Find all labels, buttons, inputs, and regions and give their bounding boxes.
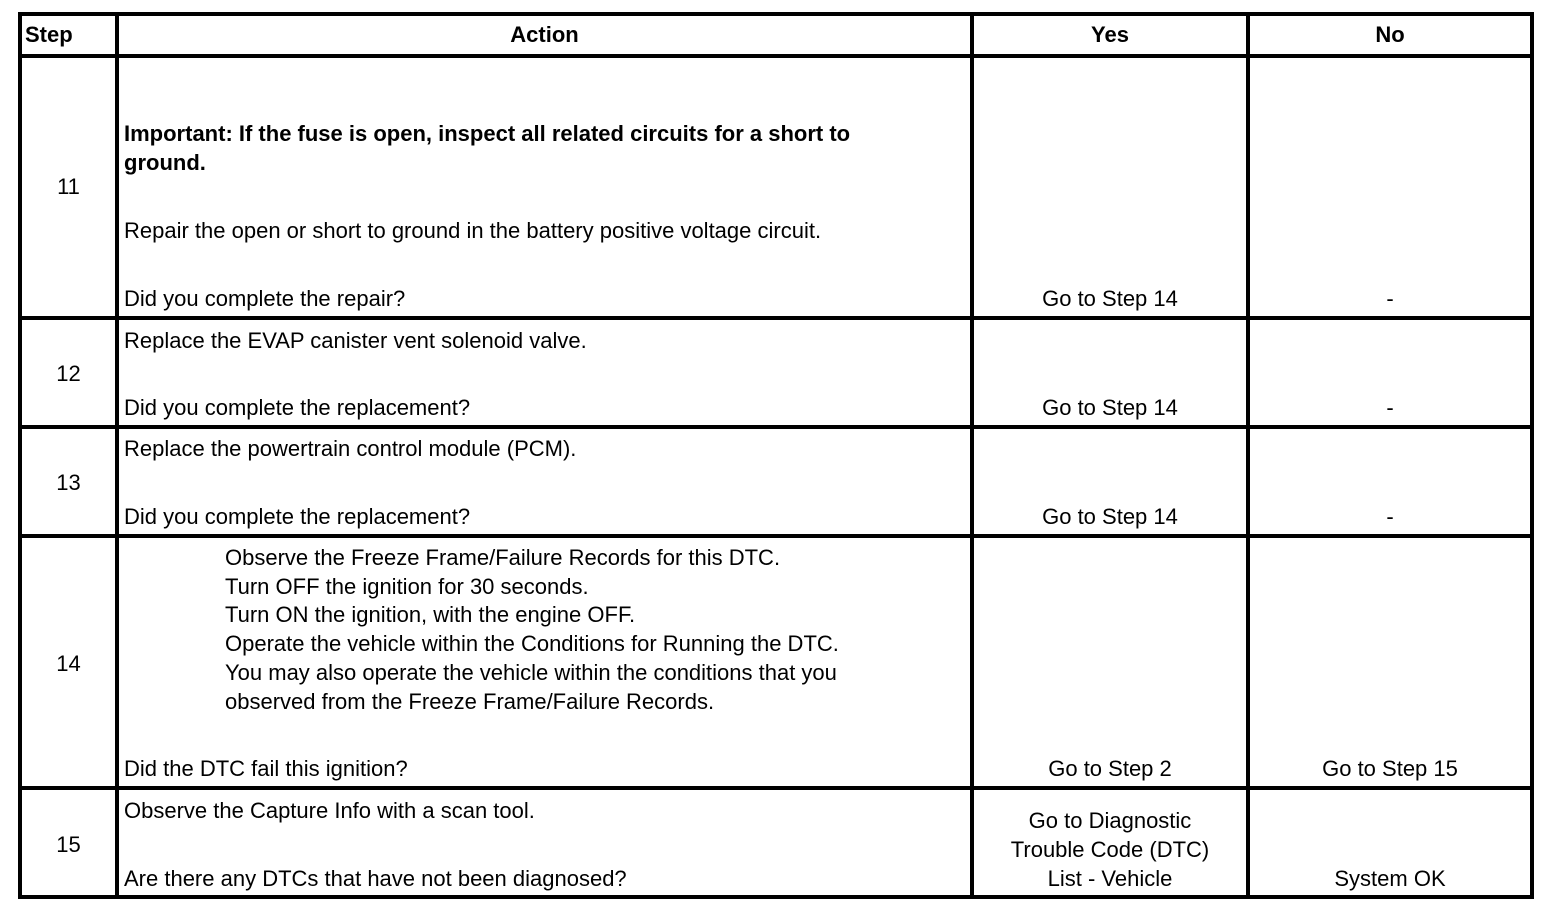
action-list-item: Turn ON the ignition, with the engine OFF. (225, 602, 636, 627)
no-result: - (1386, 286, 1394, 311)
action-list-item: Turn OFF the ignition for 30 seconds. (225, 574, 589, 599)
rule-top (18, 12, 1534, 16)
header-step: Step (25, 22, 73, 47)
step-number: 13 (56, 470, 81, 495)
step-number: 15 (56, 832, 81, 857)
yes-result: List - Vehicle (1047, 866, 1173, 891)
no-result: System OK (1334, 866, 1446, 891)
header-action: Action (510, 22, 579, 47)
rule-step-action (115, 12, 119, 899)
step-number: 12 (56, 361, 81, 386)
header-yes: Yes (1091, 22, 1129, 47)
action-question: Did you complete the repair? (124, 286, 406, 311)
rule-row11-bottom (18, 316, 1534, 320)
action-list-item: Operate the vehicle within the Conditions for Running the DTC. (225, 631, 839, 656)
rule-row13-bottom (18, 534, 1534, 538)
no-result: - (1386, 504, 1394, 529)
action-instruction: Observe the Capture Info with a scan tool. (124, 798, 535, 823)
header-no: No (1375, 22, 1405, 47)
rule-row12-bottom (18, 425, 1534, 429)
action-question: Did you complete the replacement? (124, 395, 471, 420)
action-question: Did the DTC fail this ignition? (124, 756, 408, 781)
rule-left (18, 12, 22, 899)
action-list-item: You may also operate the vehicle within the conditions that you (225, 660, 837, 685)
action-list-item: observed from the Freeze Frame/Failure Records. (225, 689, 715, 714)
no-result: Go to Step 15 (1322, 756, 1458, 781)
rule-row14-bottom (18, 786, 1534, 790)
important-note-cont: ground. (124, 150, 206, 175)
yes-result: Go to Step 2 (1048, 756, 1172, 781)
action-instruction: Repair the open or short to ground in the battery positive voltage circuit. (124, 218, 822, 243)
action-instruction: Replace the EVAP canister vent solenoid valve. (124, 328, 587, 353)
yes-result: Go to Step 14 (1042, 504, 1178, 529)
yes-result: Go to Step 14 (1042, 286, 1178, 311)
rule-right (1530, 12, 1534, 899)
yes-result: Trouble Code (DTC) (1010, 837, 1210, 862)
no-result: - (1386, 395, 1394, 420)
step-number: 14 (56, 651, 81, 676)
action-question: Are there any DTCs that have not been diagnosed? (124, 866, 627, 891)
action-instruction: Replace the powertrain control module (PCM). (124, 436, 577, 461)
step-number: 11 (57, 174, 80, 199)
important-note: Important: If the fuse is open, inspect all related circuits for a short to (124, 121, 851, 146)
action-list-item: Observe the Freeze Frame/Failure Records for this DTC. (225, 545, 781, 570)
action-question: Did you complete the replacement? (124, 504, 471, 529)
rule-bottom (18, 895, 1534, 899)
yes-result: Go to Diagnostic (1028, 808, 1192, 833)
yes-result: Go to Step 14 (1042, 395, 1178, 420)
rule-header-bottom (18, 54, 1534, 58)
